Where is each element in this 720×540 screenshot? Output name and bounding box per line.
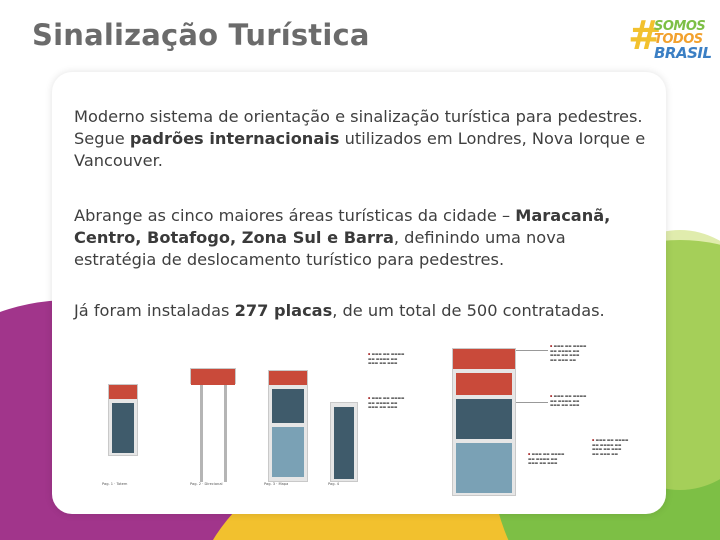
- sign-leader-1: [516, 350, 548, 351]
- paragraph-installed: [74, 300, 649, 322]
- p3-bold: 277 placas: [234, 301, 333, 320]
- p3-text-a: Já foram instaladas: [74, 301, 235, 320]
- sign-map-3: [268, 370, 308, 482]
- p3-text-c: , de um total de 500 contratadas.: [332, 301, 605, 320]
- sign-directional-2: [190, 368, 236, 384]
- p2-text-a: Abrange as cinco maiores áreas turísticas da cidade –: [74, 206, 516, 225]
- sign-caption-2: Pag. 2 · Direcional: [190, 482, 223, 486]
- logo-hash: #: [628, 13, 662, 59]
- sign-note-6: ▪ ▬▬▬ ▬▬ ▬▬▬▬ ▬▬ ▬▬▬▬ ▬▬ ▬▬▬ ▬▬ ▬▬▬: [528, 452, 565, 466]
- sign-caption-1: Pag. 1 · Totem: [102, 482, 128, 486]
- paragraph-system-description: [74, 106, 649, 172]
- sign-detail-5: [452, 348, 516, 496]
- sign-note-3: ▪ ▬▬▬ ▬▬ ▬▬▬▬ ▬▬ ▬▬▬▬ ▬▬ ▬▬▬ ▬▬ ▬▬▬ ▬▬ ▬▬▬ ▬▬: [550, 344, 587, 362]
- sign-note-1: ▪ ▬▬▬ ▬▬ ▬▬▬▬ ▬▬ ▬▬▬▬ ▬▬ ▬▬▬ ▬▬ ▬▬▬: [368, 352, 405, 366]
- somos-todos-brasil-logo: [628, 13, 712, 64]
- sign-pole-2a: [200, 378, 203, 482]
- sign-caption-3: Pag. 3 · Mapa: [264, 482, 289, 486]
- sign-caption-4: Pag. 4: [328, 482, 340, 486]
- paragraph-areas: [74, 205, 649, 271]
- p2-bold: Maracanã, Centro, Botafogo, Zona Sul e Barra: [74, 206, 611, 247]
- p2-text-c: , definindo uma nova estratégia de deslocamento turístico para pedestres.: [74, 228, 566, 269]
- sign-note-2: ▪ ▬▬▬ ▬▬ ▬▬▬▬ ▬▬ ▬▬▬▬ ▬▬ ▬▬▬ ▬▬ ▬▬▬: [368, 396, 405, 410]
- signage-illustration: [92, 342, 652, 502]
- sign-note-4: ▪ ▬▬▬ ▬▬ ▬▬▬▬ ▬▬ ▬▬▬▬ ▬▬ ▬▬▬ ▬▬ ▬▬▬: [550, 394, 587, 408]
- sign-totem-1: [108, 384, 138, 456]
- logo-line-1: SOMOS: [654, 19, 706, 34]
- p1-text-c: utilizados em Londres, Nova Iorque e Vancouver.: [74, 129, 646, 170]
- sign-note-5: ▪ ▬▬▬ ▬▬ ▬▬▬▬ ▬▬ ▬▬▬▬ ▬▬ ▬▬▬ ▬▬ ▬▬▬ ▬▬ ▬▬▬ ▬▬: [592, 438, 629, 456]
- p1-text-a: Moderno sistema de orientação e sinalização turística para pedestres. Segue: [74, 107, 643, 148]
- sign-pole-2b: [224, 378, 227, 482]
- logo-line-3: BRASIL: [654, 44, 712, 62]
- slide-title: Sinalização Turística: [32, 18, 370, 52]
- logo-line-2: TODOS: [654, 32, 703, 47]
- content-card: [52, 72, 666, 514]
- sign-leader-2: [516, 402, 548, 403]
- p1-bold: padrões internacionais: [129, 129, 340, 148]
- sign-small-4: [330, 402, 358, 482]
